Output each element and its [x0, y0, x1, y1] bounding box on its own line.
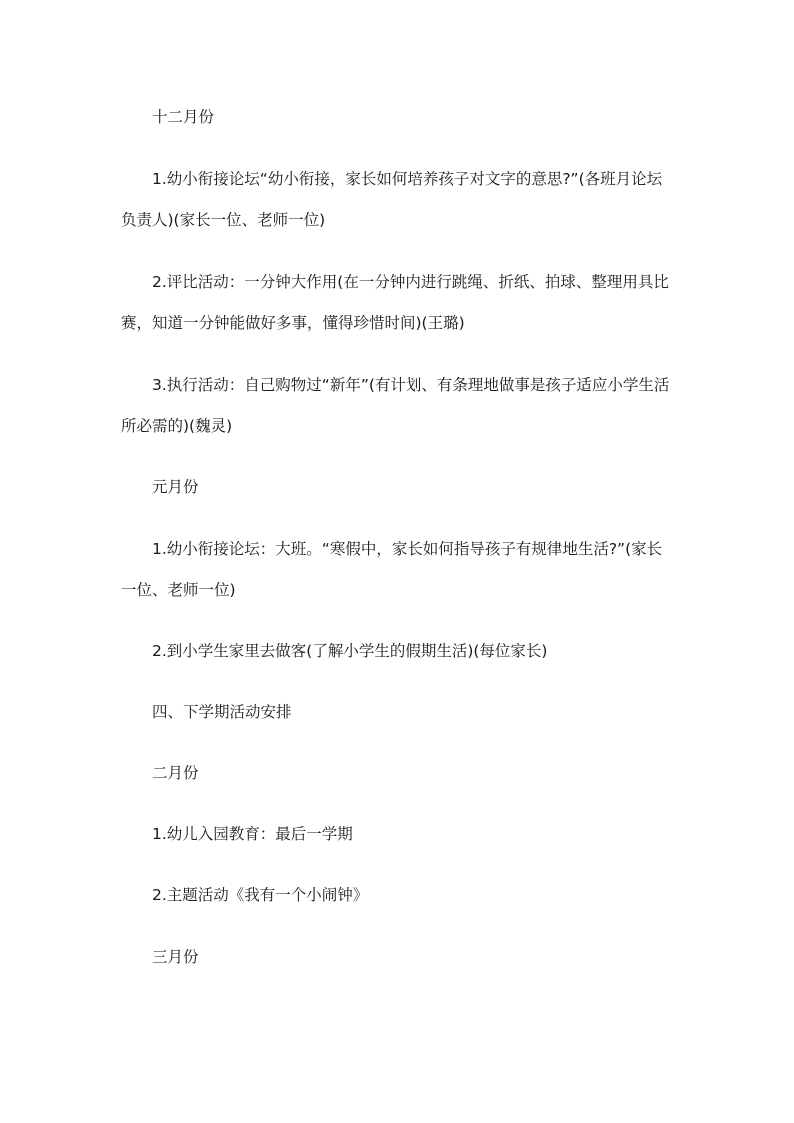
heading-february: 二月份 [152, 764, 199, 782]
paragraph-enrollment-education: 1.幼儿入园教育：最后一学期 [152, 825, 353, 843]
heading-march: 三月份 [152, 948, 199, 966]
paragraph-theme-alarm-clock: 2.主题活动《我有一个小闹钟》 [152, 886, 369, 904]
paragraph-winter-break-forum: 1.幼小衔接论坛：大班。“寒假中，家长如何指导孩子有规律地生活?”(家长一位、老师一位) [121, 540, 663, 599]
heading-january: 元月份 [152, 478, 199, 496]
paragraph-visit-pupil-home: 2.到小学生家里去做客(了解小学生的假期生活)(每位家长) [152, 642, 548, 660]
heading-december: 十二月份 [152, 108, 215, 126]
paragraph-new-year-shopping: 3.执行活动：自己购物过“新年”(有计划、有条理地做事是孩子适应小学生活所必需的)(魏灵) [121, 376, 670, 435]
paragraph-one-minute-contest: 2.评比活动：一分钟大作用(在一分钟内进行跳绳、折纸、拍球、整理用具比赛，知道一分钟能做好多事，懂得珍惜时间)(王璐) [121, 273, 669, 332]
paragraph-forum-literacy: 1.幼小衔接论坛“幼小衔接，家长如何培养孩子对文字的意思?”(各班月论坛负责人)(家长一位、老师一位) [121, 170, 663, 229]
heading-next-semester: 四、下学期活动安排 [152, 703, 292, 721]
